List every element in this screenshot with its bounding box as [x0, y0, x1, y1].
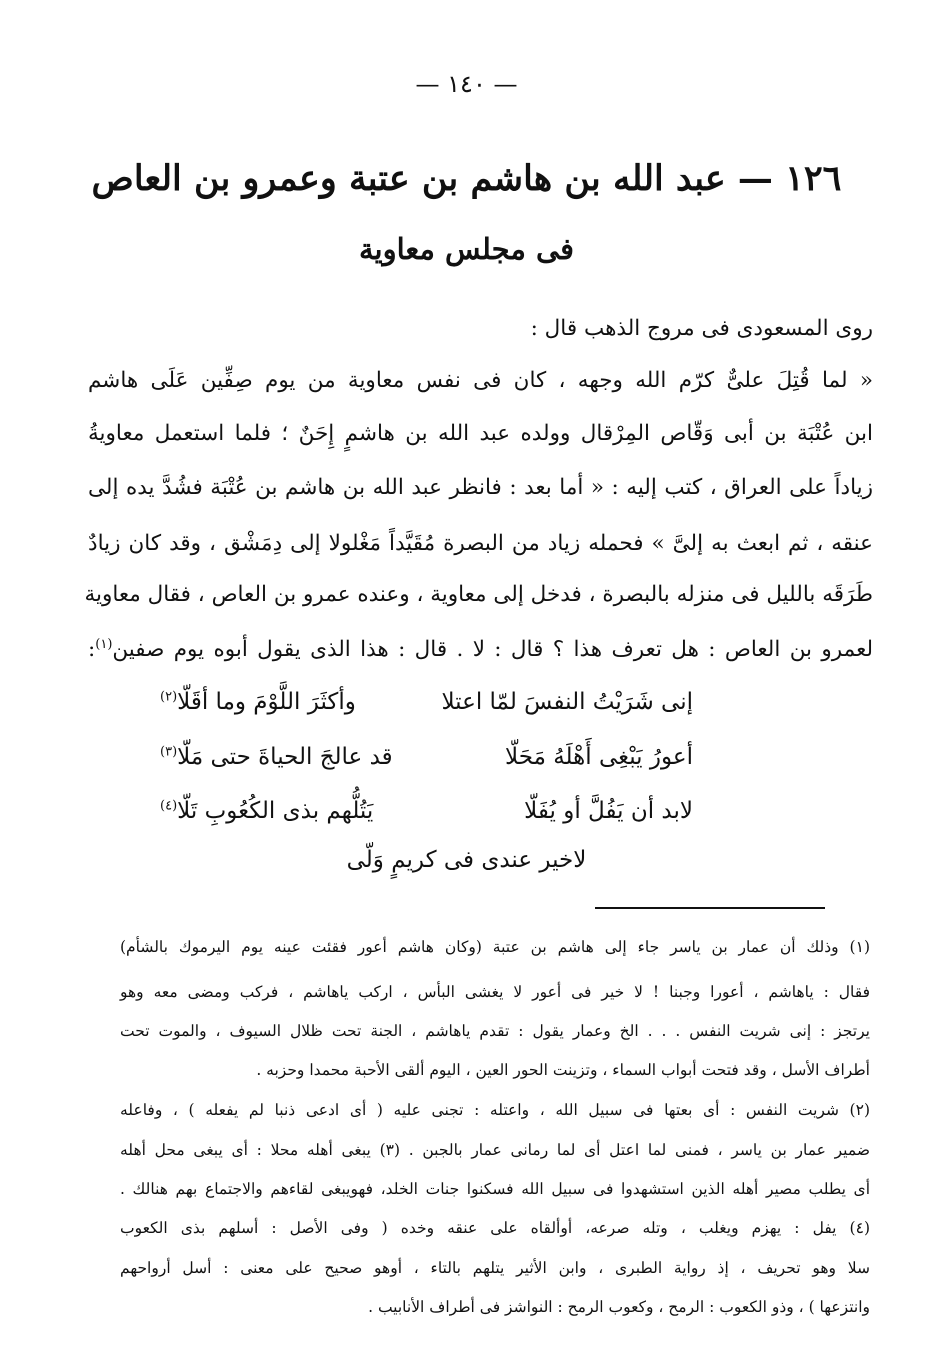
footnote-ref: (١): [95, 637, 113, 652]
body-line: روى المسعودى فى مروج الذهب قال :: [530, 316, 873, 341]
footnote-line: وانتزعها ) ، وذو الكعوب : الرمح ، وكعوب الرمح : النواشز فى أطراف الأنابيب .: [368, 1298, 870, 1316]
verse-closing-line: لاخير عندى فى كريمٍ وَلّى: [346, 847, 587, 873]
verse-second-hemistich: [160, 744, 393, 770]
footnote-line: ضمير عمار بن ياسر ، فمنى لما اعتل أى لما رمانى عمار بالجبن . (٣) يبغى أهله محلا : أى يبغى محل أهله: [120, 1141, 870, 1159]
footnote-ref: (٢): [160, 689, 178, 705]
chapter-subtitle: فى مجلس معاوية: [358, 232, 575, 266]
body-line: عنقه ، ثم ابعث به إلىَّ » فحمله زياد من البصرة مُقَيَّداً مَغْلولا إلى دِمَشْق ، وقد كان زيادٌ: [88, 531, 873, 556]
body-line: ابن عُتْبَة بن أبى وَقّاص المِرْقال وولده عبد الله بن هاشمٍ إِحَنٌ ؛ فلما استعمل معاويةُ: [88, 421, 873, 446]
verse-second-hemistich: [160, 798, 373, 824]
body-line: زياداً على العراق ، كتب إليه : « أما بعد : فانظر عبد الله بن هاشم بن عُتْبَة فشُدَّ يده إلى: [88, 475, 873, 500]
body-line-last: [88, 638, 873, 661]
footnote-line: (٤) يفل : يهزم ويغلب ، وتله صرعه، أوألقاه على عنقه وخده ( وفى الأصل : أسلهم بذى الكعوب: [120, 1219, 870, 1237]
footnote-line: (١) وذلك أن عمار بن ياسر جاء إلى هاشم بن عتبة (وكان هاشم أعور فقئت عينه يوم اليرموك بالشأم): [120, 938, 870, 956]
verse-first-hemistich: أعورُ يَبْغِى أَهْلَهُ مَحَلّا: [505, 744, 693, 770]
footnote-ref: (٤): [160, 798, 178, 814]
hemistich-text: وأكثَرَ اللَّوْمَ وما أقَلّا: [177, 689, 356, 715]
footnote-separator: [595, 907, 825, 909]
footnote-line: (٢) شريت النفس : أى بعتها فى سبيل الله ، واعتله : تجنى عليه ( أى ادعى ذنبا لم يفعله ) ، وفاعله: [120, 1101, 870, 1119]
footnote-line: سلا وهو تحريف ، إذ رواية الطبرى ، وابن الأثير يتلهم بالتاء ، أوهو صحيح على معنى : أسل أرواحهم: [120, 1259, 870, 1277]
verse-second-hemistich: [160, 689, 356, 715]
verse-first-hemistich: إنى شَرَيْتُ النفسَ لمّا اعتلا: [441, 689, 693, 715]
body-line-text: لعمرو بن العاص : هل تعرف هذا ؟ قال : لا . قال : هذا الذى يقول أبوه يوم صفين: [112, 637, 873, 663]
footnote-ref: (٣): [160, 744, 178, 760]
body-line: « لما قُتِلَ علىٌّ كرّم الله وجهه ، كان فى نفس معاوية من يوم صِفِّين عَلَى هاشم: [88, 368, 873, 393]
footnote-line: يرتجز : إنى شريت النفس . . . الخ وعمار يقول : تقدم ياهاشم ، الجنة تحت ظلال السيوف ، والموت تحت: [120, 1022, 870, 1040]
footnote-line: أى يطلب مصير أهله الذين استشهدوا فى سبيل الله فسكنوا جنات الخلد، فهويبغى لقاءهم والاجتماع بهم هنالك .: [120, 1180, 870, 1198]
page-number: — ١٤٠ —: [415, 70, 518, 98]
hemistich-text: يَتُلُّهم بذى الكُعُوبِ تَلّا: [177, 798, 374, 824]
body-line: طَرَقَه بالليل فى منزله بالبصرة ، فدخل إلى معاوية ، وعنده عمرو بن العاص ، فقال معاوية: [84, 582, 873, 607]
verse-first-hemistich: لابد أن يَفُلَّ أو يُفَلّا: [524, 798, 693, 824]
hemistich-text: قد عالجَ الحياةَ حتى مَلّا: [177, 744, 393, 770]
footnote-line: أطراف الأسل ، وقد فتحت أبواب السماء ، وتزينت الحور العين ، اليوم ألقى الأحبة محمدا وحزبه .: [256, 1061, 870, 1079]
footnote-line: فقال : ياهاشم ، أعورا وجبنا ! لا خير فى أعور لا يغشى البأس ، اركب ياهاشم ، فركب ومضى معه وهو: [120, 983, 870, 1001]
chapter-title: ١٢٦ — عبد الله بن هاشم بن عتبة وعمرو بن العاص: [91, 158, 842, 199]
body-colon: :: [88, 637, 96, 663]
